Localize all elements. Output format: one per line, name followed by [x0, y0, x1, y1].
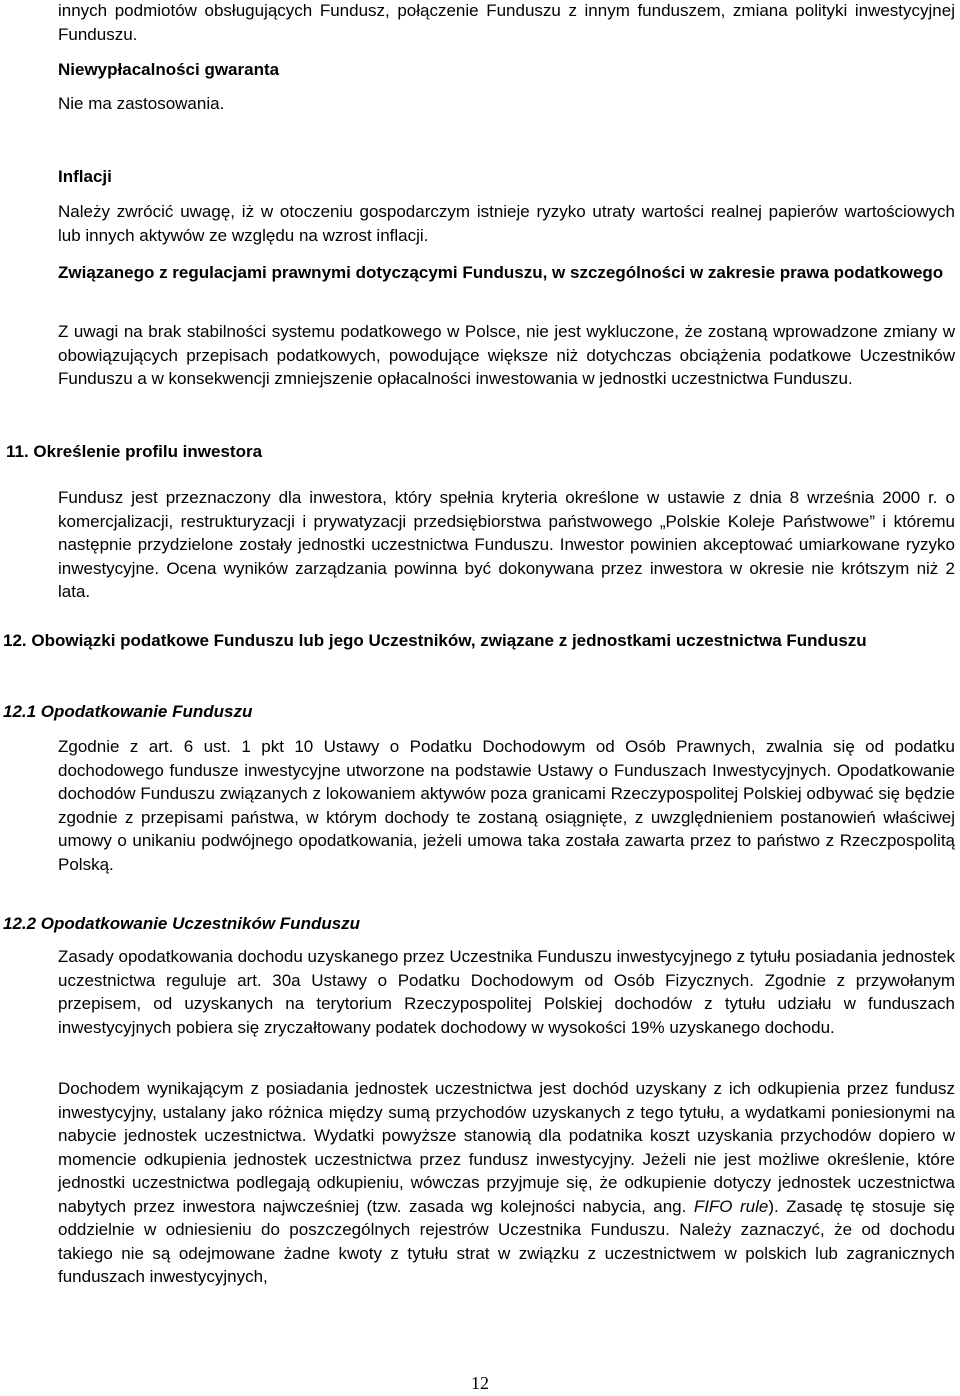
paragraph-b-text-start: Dochodem wynikającym z posiadania jednostek uczestnictwa jest dochód uzyskany z ich odkupienia przez fundusz inwestycyjny, ustalany jako różnica między sumą przychodów uzyskanych z tego tytułu, a wydatkami poniesionymi na nabycie jednostek uczestnictwa. Wydatki powyższe stanowią dla podatnika koszt uzyskania przychodów dopiero w momencie odkupienia jednostek uczestnictwa przez fundusz inwestycyjny. Jeżeli nie jest możliwe określenie, które jednostki uczestnictwa podlegają odkupieniu, wówczas przyjmuje się, że odkupienie dotyczy jednostek uczestnictwa nabytych przez inwestora najwcześniej (tzw. zasada wg kolejności nabycia, ang.	[58, 1079, 955, 1216]
inflation-paragraph: Należy zwrócić uwagę, iż w otoczeniu gospodarczym istnieje ryzyko utraty wartości realnej papierów wartościowych lub innych aktywów ze względu na wzrost inflacji.	[58, 202, 955, 245]
heading-guarantor: Niewypłacalności gwaranta	[58, 60, 280, 79]
section-12-2-paragraph-a: Zasady opodatkowania dochodu uzyskanego przez Uczestnika Funduszu inwestycyjnego z tytułu posiadania jednostek uczestnictwa reguluje art. 30a Ustawy o Podatku Dochodowym od Osób Fizycznych. Zgodnie z przywołanym przepisem, od uzyskanych na terytorium Rzeczypospolitej Polskiej dochodów z tytułu udziału w funduszach inwestycyjnych pobiera się zryczałtowany podatek dochodowy w wysokości 19% uzyskanego dochodu.	[58, 947, 955, 1037]
section-11-paragraph: Fundusz jest przeznaczony dla inwestora, który spełnia kryteria określone w ustawie z dnia 8 września 2000 r. o komercjalizacji, restrukturyzacji i prywatyzacji przedsiębiorstwa państwowego „Polskie Koleje Państwowe” i któremu następnie przydzielone zostały jednostki uczestnictwa Funduszu. Inwestor powinien akceptować umiarkowane ryzyko inwestycyjne. Ocena wyników zarządzania powinna być dokonywana przez inwestora w okresie nie krótszym niż 2 lata.	[58, 488, 955, 601]
intro-paragraph: innych podmiotów obsługujących Fundusz, połączenie Funduszu z innym funduszem, zmiana polityki inwestycyjnej Funduszu.	[58, 1, 955, 44]
section-12-heading: 12. Obowiązki podatkowe Funduszu lub jego Uczestników, związane z jednostkami uczestnictwa Funduszu	[3, 631, 867, 650]
section-12-1-paragraph: Zgodnie z art. 6 ust. 1 pkt 10 Ustawy o Podatku Dochodowym od Osób Prawnych, zwalnia się od podatku dochodowego fundusze inwestycyjne utworzone na podstawie Ustawy o Funduszach Inwestycyjnych. Opodatkowanie dochodów Funduszu związanych z lokowaniem aktywów poza granicami Rzeczypospolitej Polskiej odbywać się będzie zgodnie z przepisami państwa, w którym dochody te zostaną osiągnięte, z uwzględnieniem postanowień właściwej umowy o unikaniu podwójnego opodatkowania, jeżeli umowa taka została zawarta przez to państwo z Rzeczpospolitą Polską.	[58, 737, 955, 874]
fifo-rule-term: FIFO rule	[693, 1196, 769, 1216]
heading-legal-risk: Związanego z regulacjami prawnymi dotyczącymi Funduszu, w szczególności w zakresie prawa podatkowego	[58, 263, 944, 282]
page-number: 12	[471, 1373, 489, 1393]
section-11-heading: 11. Określenie profilu inwestora	[6, 442, 263, 461]
legal-risk-paragraph: Z uwagi na brak stabilności systemu podatkowego w Polsce, nie jest wykluczone, że zostaną wprowadzone zmiany w obowiązujących przepisach podatkowych, powodujące większe niż dotychczas obciążenia podatkowe Uczestników Funduszu a w konsekwencji zmniejszenie opłacalności inwestowania w jednostki uczestnictwa Funduszu.	[58, 322, 955, 388]
section-12-2-paragraph-b	[58, 1077, 955, 1289]
guarantor-paragraph: Nie ma zastosowania.	[58, 94, 225, 113]
heading-inflation: Inflacji	[58, 167, 112, 186]
section-12-1-heading: 12.1 Opodatkowanie Funduszu	[3, 702, 253, 721]
paragraph-b-text-end: ). Zasadę tę stosuje się oddzielnie w odniesieniu do poszczególnych rejestrów Uczestnika Funduszu. Należy zaznaczyć, że od dochodu takiego nie są odejmowane żadne kwoty z tytułu strat w związku z uczestnictwem w polskich lub zagranicznych funduszach inwestycyjnych,	[58, 1196, 955, 1286]
section-12-2-heading: 12.2 Opodatkowanie Uczestników Funduszu	[3, 914, 361, 933]
